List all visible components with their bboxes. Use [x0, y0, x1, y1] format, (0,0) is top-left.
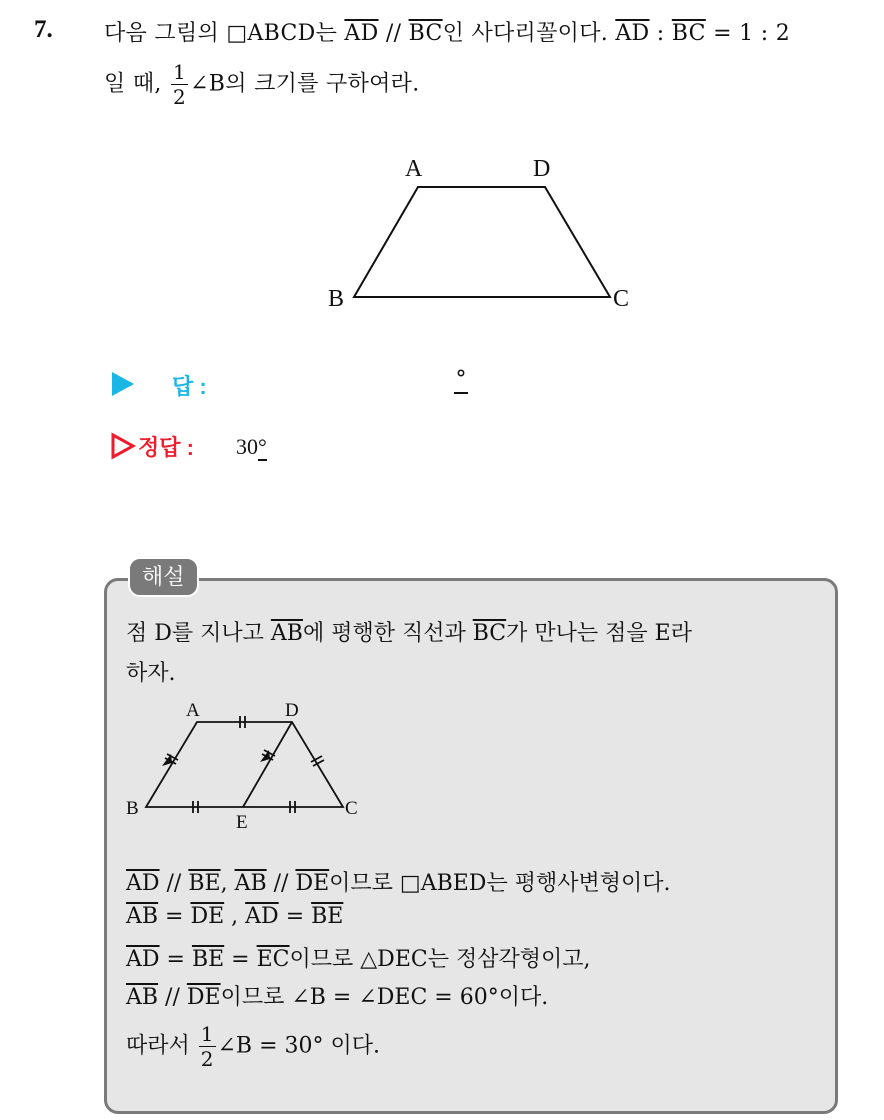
- correct-answer-value: 30: [236, 434, 258, 459]
- segment: $\overline{AB}$: [126, 985, 159, 1010]
- segment: $\overline{DE}$: [190, 904, 225, 929]
- correct-answer: [236, 434, 267, 460]
- solution-text: 이므로 □ABED는 평행사변형이다.: [329, 871, 671, 896]
- segment-bc: $\overline{BC}$: [472, 621, 507, 646]
- solution-text: 점 D를 지나고: [126, 621, 264, 646]
- segment: $\overline{AD}$: [126, 947, 160, 972]
- solution-text: 따라서: [126, 1033, 190, 1059]
- fraction-denominator: 2: [173, 85, 187, 109]
- question-text: 다음 그림의 □ABCD는: [104, 21, 338, 46]
- parallel-symbol: //: [378, 21, 409, 46]
- fig2-label-a: A: [186, 700, 200, 721]
- fig2-label-c: C: [345, 798, 358, 819]
- correct-answer-label: 정답 :: [138, 435, 194, 460]
- solution-line-2: [126, 866, 670, 897]
- solution-text: =: [159, 947, 192, 972]
- solution-text: 이므로 △DEC는 정삼각형이고,: [289, 947, 591, 972]
- answer-label: 답 :: [172, 374, 207, 399]
- fraction-numerator: 1: [173, 60, 187, 84]
- solution-text: =: [278, 904, 312, 929]
- segment: $\overline{AD}$: [245, 904, 279, 929]
- segment-bc: $\overline{BC}$: [408, 21, 443, 46]
- segment: $\overline{BE}$: [311, 904, 344, 929]
- solution-line-4: [126, 942, 590, 973]
- solution-text: ∠B = 30° 이다.: [217, 1033, 381, 1059]
- solution-text: =: [158, 904, 191, 929]
- trapezoid-shape: [354, 187, 610, 297]
- question-line-1: [104, 16, 790, 47]
- question-line-2: [104, 62, 420, 107]
- solution-line-3: [126, 904, 343, 929]
- solution-text: ,: [224, 904, 246, 929]
- correct-arrow-icon: [110, 432, 136, 460]
- solution-line-1b: 하자.: [126, 661, 176, 686]
- ratio-value: = 1 : 2: [705, 21, 791, 46]
- vertex-label-a: A: [405, 156, 423, 182]
- solution-text: //: [266, 871, 296, 896]
- fraction-numerator: 1: [200, 1022, 214, 1046]
- solution-text: //: [159, 871, 189, 896]
- solution-line-1: [126, 616, 692, 647]
- fig2-label-b: B: [126, 798, 139, 819]
- question-text: 일 때,: [104, 71, 162, 97]
- solution-text: ,: [220, 871, 235, 896]
- segment: $\overline{DE}$: [186, 985, 221, 1010]
- solution-line-6: [126, 1024, 380, 1069]
- question-number: 7.: [34, 16, 53, 43]
- segment: $\overline{EC}$: [256, 947, 290, 972]
- segment: $\overline{BE}$: [188, 871, 221, 896]
- vertex-label-b: B: [328, 286, 345, 312]
- solution-line-5: [126, 980, 548, 1011]
- solution-text: //: [158, 985, 187, 1010]
- fraction-half: [199, 1024, 216, 1069]
- solution-text: 에 평행한 직선과: [302, 621, 466, 646]
- question-text: 인 사다리꼴이다.: [442, 21, 609, 46]
- fraction-denominator: 2: [200, 1047, 214, 1071]
- segment-bc: $\overline{BC}$: [671, 21, 706, 46]
- fig2-label-e: E: [236, 812, 248, 833]
- vertex-label-c: C: [613, 286, 630, 312]
- segment: $\overline{AD}$: [126, 871, 160, 896]
- question-text: ∠B의 크기를 구하여라.: [190, 71, 420, 97]
- segment-ad: $\overline{AD}$: [344, 21, 379, 46]
- line-de: [243, 722, 292, 807]
- segment: $\overline{BE}$: [191, 947, 225, 972]
- parallelogram-figure: [120, 700, 380, 835]
- segment: $\overline{DE}$: [295, 871, 330, 896]
- ratio-colon: :: [649, 21, 672, 46]
- segment-ad: $\overline{AD}$: [615, 21, 650, 46]
- segment-ab: $\overline{AB}$: [270, 621, 303, 646]
- trapezoid-figure: [320, 150, 650, 325]
- vertex-label-d: D: [533, 156, 551, 182]
- solution-text: 가 만나는 점을 E라: [506, 621, 692, 646]
- answer-blank-unit[interactable]: °: [455, 367, 467, 392]
- solution-text: 이므로 ∠B = ∠DEC = 60°이다.: [220, 985, 549, 1010]
- solution-tag: 해설: [128, 557, 199, 597]
- correct-answer-unit: °: [258, 434, 267, 459]
- fraction-half: [171, 62, 188, 107]
- segment: $\overline{AB}$: [126, 904, 159, 929]
- segment: $\overline{AB}$: [234, 871, 267, 896]
- fig2-label-d: D: [285, 700, 299, 721]
- solution-text: =: [224, 947, 257, 972]
- answer-arrow-icon: [112, 372, 134, 396]
